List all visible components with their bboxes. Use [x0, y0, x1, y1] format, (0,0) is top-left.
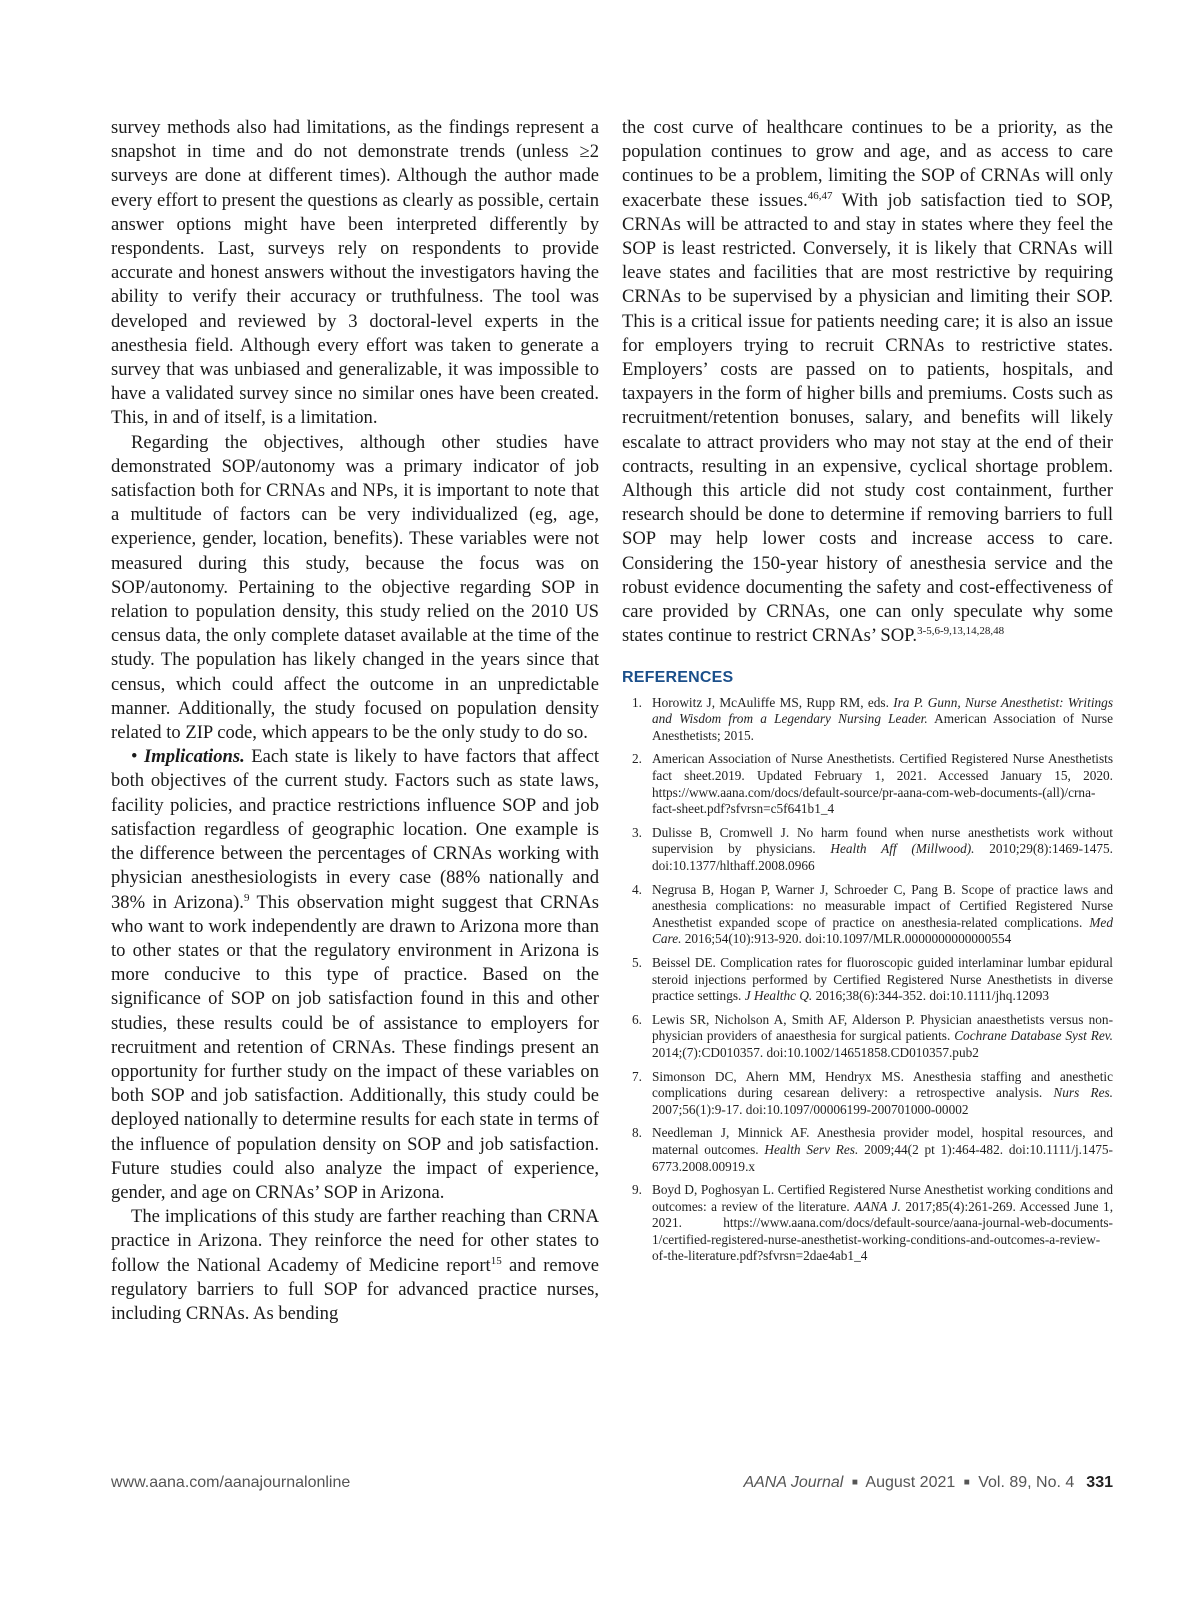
- reference-journal: Health Serv Res.: [764, 1141, 859, 1157]
- implications-text-a: Each state is likely to have factors that affect both objectives of the current study. Factors such as state laws, facility policies, and practice restrictions influence SOP and job satisfaction regardless of geographic location. One example is the difference between the percentages of CRNAs working with physician anesthesiologists in every case (88% nationally and 38% in Arizona).: [111, 746, 599, 913]
- implications-heading: Implications.: [144, 746, 245, 768]
- reference-journal: Ira P. Gunn, Nurse Anesthetist: Writings and Wisdom from a Legendary Nursing Leader.: [652, 694, 1113, 727]
- reference-number: 5.: [632, 954, 642, 970]
- reference-journal: Health Aff (Millwood).: [830, 841, 975, 857]
- left-column: [111, 116, 599, 1326]
- page-number: 331: [1086, 1474, 1113, 1491]
- citation-superscript: 15: [490, 1254, 502, 1267]
- reference-details: 2007;56(1):9-17. doi:10.1097/00006199-200701000-00002: [652, 1101, 969, 1117]
- reference-item: [622, 882, 1113, 948]
- reference-item: [622, 825, 1113, 875]
- broader-text-b: and remove regulatory barriers to full SOP for advanced practice nurses, including CRNAs. As bending: [111, 1254, 599, 1324]
- cost-text-a: the cost curve of healthcare continues to be a priority, as the population continues to grow and age, and as access to care continues to be a problem, limiting the SOP of CRNAs will only exacerbate these issues.: [622, 117, 1113, 211]
- reference-journal: J Healthc Q.: [744, 988, 813, 1004]
- reference-details: 2016;38(6):344-352. doi:10.1111/jhq.12093: [812, 988, 1050, 1004]
- references-heading: REFERENCES: [622, 669, 734, 687]
- cost-text-b: With job satisfaction tied to SOP, CRNAs will be attracted to and stay in states where they feel the SOP is least restricted. Conversely, it is likely that CRNAs will leave states and facilities that are most restrictive by requiring CRNAs to be supervised by a physician and limiting their SOP. This is a critical issue for patients needing care; it is also an issue for employers trying to recruit CRNAs to restrictive states. Employers’ costs are passed on to patients, hospitals, and taxpayers in the form of higher bills and premiums. Costs such as recruitment/retention bonuses, salary, and benefits will likely escalate to attract providers who may not stay at the end of their contracts, resulting in an expensive, cyclical shortage problem. Although this article did not study cost containment, further research should be done to determine if removing barriers to full SOP may help lower costs and increase access to care. Considering the 150-year history of anesthesia service and the robust evidence documenting the safety and cost-effectiveness of care provided by CRNAs, one can only speculate why some states continue to restrict CRNAs’ SOP.: [622, 189, 1114, 647]
- reference-details: 2016;54(10):913-920. doi:10.1097/MLR.0000000000000554: [681, 931, 1012, 947]
- paragraph-objectives: Regarding the objectives, although other studies have demonstrated SOP/autonomy was a primary indicator of job satisfaction both for CRNAs and NPs, it is important to note that a multitude of factors can be very individualized (eg, age, experience, gender, location, benefits). These variables were not measured during this study, because the focus was on SOP/autonomy. Pertaining to the objective regarding SOP in relation to population density, this study relied on the 2010 US census data, the only complete dataset available at the time of the study. The population has likely changed in the years since that census, which could affect the outcome in an unpredictable manner. Additionally, the study focused on population density related to ZIP code, which appears to be the only study to do so.: [111, 431, 599, 744]
- reference-journal: AANA J.: [854, 1198, 901, 1214]
- reference-item: [622, 1012, 1113, 1062]
- paragraph-limitations: survey methods also had limitations, as the findings represent a snapshot in time and do not demonstrate trends (unless ≥2 surveys are done at different times). Although the author made every effort to present the questions as clearly as possible, certain answer options might have been interpreted differently by respondents. Last, surveys rely on respondents to provide accurate and honest answers without the investigators having the ability to verify their accuracy or truthfulness. The tool was developed and reviewed by 3 doctoral-level experts in the anesthesia field. Although every effort was taken to generate a survey that was unbiased and generalizable, it was impossible to have a validated survey since no similar ones have been created. This, in and of itself, is a limitation.: [111, 117, 599, 429]
- reference-number: 1.: [632, 694, 642, 710]
- reference-number: 6.: [632, 1011, 642, 1027]
- paragraph-implications: [111, 745, 599, 1205]
- reference-journal: Cochrane Database Syst Rev.: [954, 1028, 1113, 1044]
- reference-text: Lewis SR, Nicholson A, Smith AF, Alderson P. Physician anaesthetists versus non-physician providers of anaesthesia for surgical patients.: [652, 1011, 1113, 1044]
- right-column: [622, 116, 1113, 1272]
- reference-number: 9.: [632, 1182, 642, 1198]
- reference-text: Needleman J, Minnick AF. Anesthesia provider model, hospital resources, and maternal outcomes.: [652, 1125, 1113, 1157]
- journal-name: AANA Journal: [743, 1474, 844, 1491]
- reference-text: Boyd D, Poghosyan L. Certified Registered Nurse Anesthetist working conditions and outcomes: a review of the literature.: [652, 1182, 1113, 1214]
- reference-item: [622, 955, 1113, 1005]
- references-list: [622, 695, 1113, 1265]
- reference-text: American Association of Nurse Anesthetists. Certified Registered Nurse Anesthetists fact sheet.2019. Updated February 1, 2021. Accessed January 15, 2020. https://www.aana.com/docs/default-source/pr-aana-com-web-documents-(all)/crna-fact-sheet.pdf?sfvrsn=c5f641b1_4: [652, 751, 1113, 817]
- citation-superscript: 46,47: [807, 189, 833, 202]
- reference-item: [622, 695, 1113, 745]
- reference-details: 2009;44(2 pt 1):464-482. doi:10.1111/j.1475-6773.2008.00919.x: [652, 1141, 1113, 1174]
- citation-superscript: 3-5,6-9,13,14,28,48: [917, 625, 1005, 638]
- reference-text: Horowitz J, McAuliffe MS, Rupp RM, eds.: [652, 694, 894, 710]
- reference-item: [622, 751, 1113, 817]
- reference-number: 8.: [632, 1125, 642, 1141]
- reference-text: Beissel DE. Complication rates for fluoroscopic guided interlaminar lumbar epidural steroid injections performed by Certified Registered Nurse Anesthetists in diverse practice settings.: [652, 954, 1113, 1004]
- reference-journal: Med Care.: [652, 914, 1113, 947]
- page-footer: [111, 1474, 1113, 1492]
- reference-number: 4.: [632, 881, 642, 897]
- separator-glyph: ■: [851, 1477, 858, 1488]
- reference-details: 2010;29(8):1469-1475. doi:10.1377/hlthaff.2008.0966: [652, 841, 1113, 874]
- broader-text-a: The implications of this study are farther reaching than CRNA practice in Arizona. They reinforce the need for other states to follow the National Academy of Medicine report: [111, 1206, 599, 1276]
- separator-glyph: ■: [963, 1477, 970, 1488]
- journal-url[interactable]: www.aana.com/aanajournalonline: [111, 1474, 351, 1491]
- reference-journal: Nurs Res.: [1053, 1085, 1113, 1101]
- reference-number: 2.: [632, 751, 642, 767]
- reference-details: American Association of Nurse Anesthetists; 2015.: [652, 711, 1113, 743]
- reference-number: 3.: [632, 824, 642, 840]
- reference-item: [622, 1182, 1113, 1265]
- reference-text: Dulisse B, Cromwell J. No harm found when nurse anesthetists work without supervision by physicians.: [652, 824, 1113, 857]
- reference-text: Negrusa B, Hogan P, Warner J, Schroeder C, Pang B. Scope of practice laws and anesthesia complications: no measurable impact of Certified Registered Nurse Anesthetist expanded scope of practice on anesthesia-related complications.: [652, 881, 1113, 930]
- journal-citation: [743, 1474, 1113, 1492]
- reference-item: [622, 1069, 1113, 1119]
- reference-number: 7.: [632, 1068, 642, 1084]
- bullet: •: [131, 746, 144, 768]
- paragraph-broader-implications: [111, 1205, 599, 1326]
- implications-text-b: This observation might suggest that CRNAs who want to work independently are drawn to Arizona more than to other states or that the regulatory environment in Arizona is more conducive to this type of practice. Based on the significance of SOP on job satisfaction found in this and other studies, these results could be of assistance to employers for recruitment and retention of CRNAs. These findings present an opportunity for further study on the impact of these variables on both SOP and job satisfaction. Additionally, this study could be deployed nationally to determine results for each state in terms of the influence of population density on SOP and job satisfaction. Future studies could also analyze the impact of experience, gender, and age on CRNAs’ SOP in Arizona.: [111, 891, 599, 1203]
- volume-issue: Vol. 89, No. 4: [978, 1474, 1075, 1491]
- reference-details: 2014;(7):CD010357. doi:10.1002/14651858.CD010357.pub2: [652, 1044, 979, 1060]
- citation-superscript: 9: [243, 891, 250, 904]
- reference-item: [622, 1125, 1113, 1175]
- reference-details: 2017;85(4):261-269. Accessed June 1, 2021. https://www.aana.com/docs/default-source/aana-journal-web-documents-1/certified-registered-nurse-anesthetist-working-conditions-and-outcomes-a-review-of-the-literature.pdf?sfvrsn=2dae4ab1_4: [652, 1198, 1114, 1264]
- paragraph-cost-curve: [622, 116, 1113, 648]
- reference-text: Simonson DC, Ahern MM, Hendryx MS. Anesthesia staffing and anesthetic complications during cesarean delivery: a retrospective analysis.: [652, 1068, 1113, 1101]
- issue-date: August 2021: [865, 1474, 956, 1491]
